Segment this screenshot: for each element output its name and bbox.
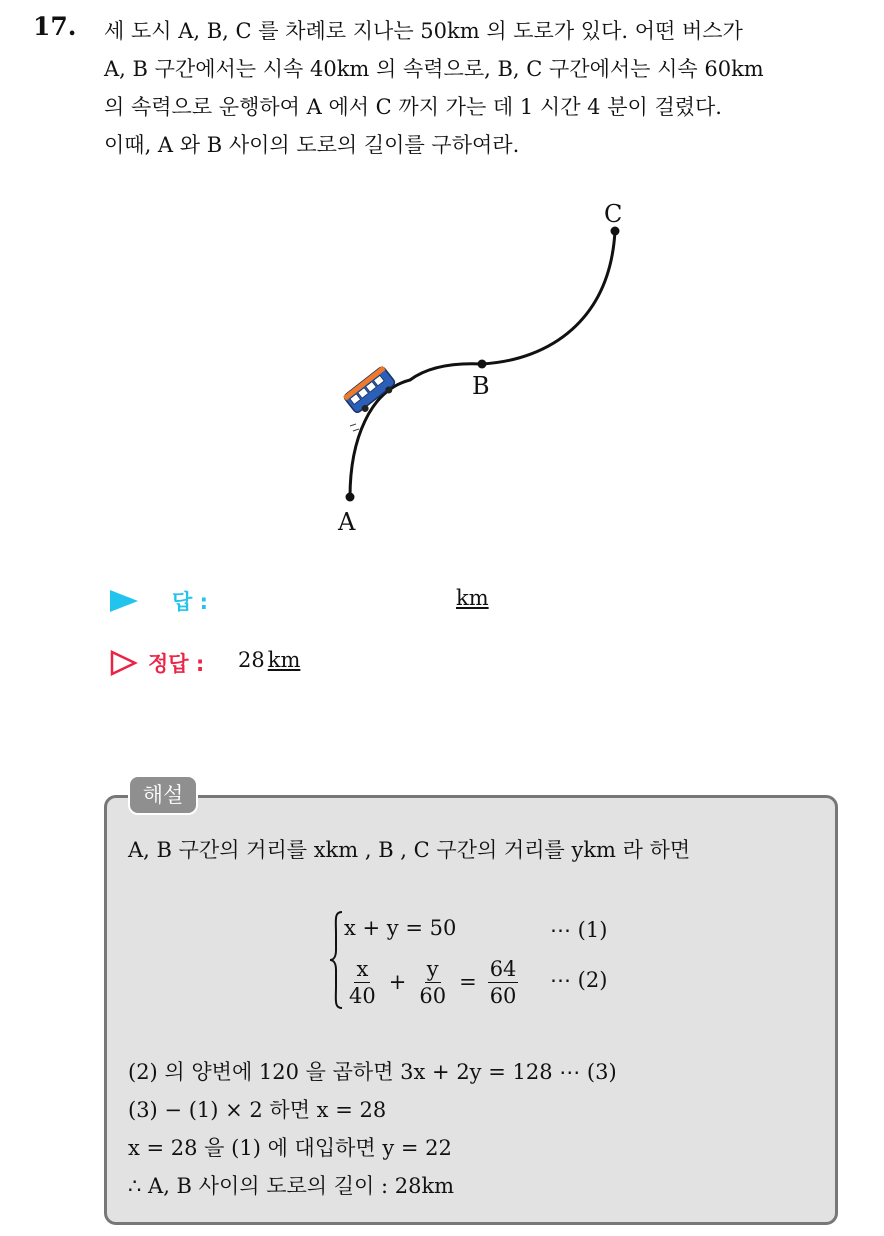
equation-1-tag: ⋯ (1) [550,918,608,942]
label-a: A [338,508,356,536]
answer-unit: km [456,586,489,610]
solution-tab: 해설 [128,775,198,815]
equation-1: x + y = 50 [344,916,457,940]
motion-lines [350,424,359,431]
solution-step: x = 28 을 (1) 에 대입하면 y = 22 [128,1136,452,1160]
fraction-denominator: 60 [419,983,447,1008]
fraction-denominator: 60 [489,983,517,1008]
fraction-numerator: 64 [489,956,517,981]
solution-step: (3) − (1) × 2 하면 x = 28 [128,1098,387,1122]
solution-step: ∴ A, B 사이의 도로의 길이 : 28km [128,1174,455,1198]
correct-answer-row [108,646,528,682]
road-diagram [320,190,660,540]
fraction-denominator: 40 [349,983,376,1008]
correct-play-outline-icon [110,650,138,676]
problem-line: 세 도시 A, B, C 를 차례로 지나는 50km 의 도로가 있다. 어떤 버스가 [104,19,743,43]
left-brace-icon [328,910,344,1010]
equals-sign: = [459,970,477,994]
solution-intro: A, B 구간의 거리를 xkm , B , C 구간의 거리를 ykm 라 하면 [128,838,691,862]
fraction-x-40 [347,956,378,1009]
problem-number: 17. [33,12,77,41]
problem-line: 이때, A 와 B 사이의 도로의 길이를 구하여라. [104,133,520,157]
answer-row [108,584,528,620]
road-figure [320,190,660,540]
fraction-y-60 [417,956,448,1009]
label-b: B [472,372,490,400]
equation-2-tag: ⋯ (2) [550,968,608,992]
correct-unit: km [267,648,301,672]
solution-step: (2) 의 양변에 120 을 곱하면 3x + 2y = 128 ⋯ (3) [128,1060,617,1084]
answer-label: 답 : [172,590,208,614]
correct-label: 정답 : [148,652,205,676]
correct-number: 28 [238,648,265,672]
fraction-numerator: x [356,956,369,981]
point-a [346,493,355,502]
equation-2 [344,952,521,1012]
problem-text [104,12,864,164]
fraction-numerator: y [426,956,439,981]
plus-sign: + [388,970,407,994]
fraction-64-60 [488,956,519,1009]
equation-system [328,910,628,1020]
correct-value [238,648,300,672]
point-b [478,360,487,369]
answer-play-icon [110,590,138,612]
problem-line: A, B 구간에서는 시속 40km 의 속력으로, B, C 구간에서는 시속 60km [104,57,764,81]
problem-line: 의 속력으로 운행하여 A 에서 C 까지 가는 데 1 시간 4 분이 걸렸다. [104,95,722,119]
label-c: C [604,200,623,228]
